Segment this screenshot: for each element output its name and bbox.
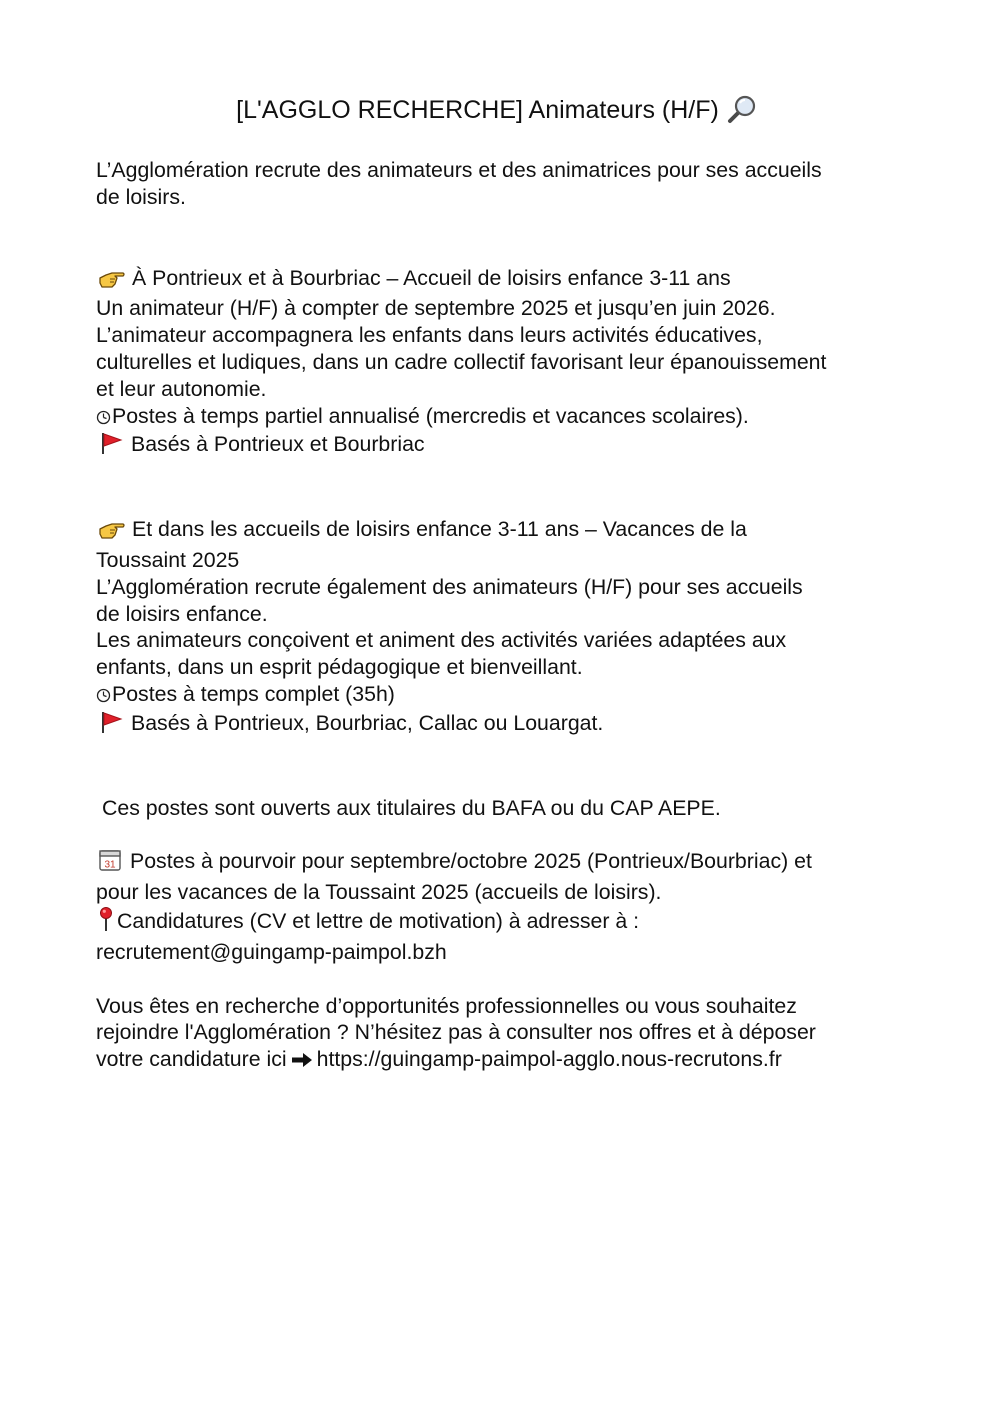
clock-icon [96, 405, 111, 432]
section-line: enfants, dans un esprit pédagogique et bienveillant. [96, 655, 583, 680]
closing-paragraph [96, 993, 911, 1075]
section-line: Un animateur (H/F) à compter de septembre 2025 et jusqu’en juin 2026. [96, 296, 776, 321]
intro-paragraph [96, 157, 911, 211]
closing-line [96, 1046, 911, 1075]
section-line: L’Agglomération recrute également des animateurs (H/F) pour ses accueils [96, 574, 803, 599]
red-flag-icon [99, 710, 123, 741]
document-body [96, 157, 911, 1075]
recruitment-link[interactable]: https://guingamp-paimpol-agglo.nous-recrutons.fr [316, 1047, 782, 1072]
location-line [96, 431, 911, 462]
closing-line: Vous êtes en recherche d’opportunités professionnelles ou vous souhaitez [96, 993, 797, 1018]
requirements-line: Ces postes sont ouverts aux titulaires du BAFA ou du CAP AEPE. [102, 795, 721, 820]
dates-line [96, 848, 911, 879]
magnifying-glass-icon [727, 94, 757, 132]
location-line [96, 710, 911, 741]
schedule-text: Postes à temps partiel annualisé (mercredis et vacances scolaires). [112, 403, 749, 428]
title-text: [L'AGGLO RECHERCHE] Animateurs (H/F) [236, 96, 719, 124]
closing-text: votre candidature ici [96, 1047, 287, 1072]
section-heading-text: Et dans les accueils de loisirs enfance 3-11 ans – Vacances de la [132, 517, 747, 542]
application-line [96, 906, 911, 939]
svg-text:31: 31 [104, 859, 116, 871]
section-line: et leur autonomie. [96, 376, 267, 401]
section-heading-cont: Toussaint 2025 [96, 547, 240, 572]
location-text: Basés à Pontrieux, Bourbriac, Callac ou Louargat. [131, 710, 604, 735]
section-toussaint [96, 516, 911, 740]
clock-icon [96, 683, 111, 710]
schedule-line [96, 681, 911, 710]
section-pontrieux-bourbriac [96, 265, 911, 463]
section-heading [96, 516, 911, 547]
red-pin-icon [98, 906, 114, 939]
section-heading-text: À Pontrieux et à Bourbriac – Accueil de loisirs enfance 3-11 ans [132, 265, 731, 290]
section-heading [96, 265, 911, 296]
schedule-text: Postes à temps complet (35h) [112, 681, 395, 706]
dates-text: Postes à pourvoir pour septembre/octobre 2025 (Pontrieux/Bourbriac) et [130, 849, 812, 874]
location-text: Basés à Pontrieux et Bourbriac [131, 432, 425, 457]
section-line: de loisirs enfance. [96, 601, 268, 626]
section-line: culturelles et ludiques, dans un cadre collectif favorisant leur épanouissement [96, 349, 827, 374]
dates-paragraph [96, 848, 911, 906]
application-paragraph [96, 906, 911, 966]
closing-line: rejoindre l'Agglomération ? N’hésitez pas à consulter nos offres et à déposer [96, 1020, 816, 1045]
section-line: Les animateurs conçoivent et animent des activités variées adaptées aux [96, 628, 787, 653]
right-arrow-icon [291, 1048, 313, 1075]
pointing-hand-icon [98, 520, 126, 547]
calendar-icon [98, 848, 122, 879]
application-text: Candidatures (CV et lettre de motivation) à adresser à : [117, 908, 640, 933]
intro-line: L’Agglomération recrute des animateurs et des animatrices pour ses accueils [96, 158, 822, 182]
pointing-hand-icon [98, 269, 126, 296]
section-line: L’animateur accompagnera les enfants dans leurs activités éducatives, [96, 323, 763, 348]
dates-line: pour les vacances de la Toussaint 2025 (accueils de loisirs). [96, 880, 662, 905]
schedule-line [96, 403, 911, 432]
contact-email[interactable]: recrutement@guingamp-paimpol.bzh [96, 939, 447, 964]
page-title [0, 94, 993, 132]
red-flag-icon [99, 431, 123, 462]
intro-line: de loisirs. [96, 184, 186, 209]
